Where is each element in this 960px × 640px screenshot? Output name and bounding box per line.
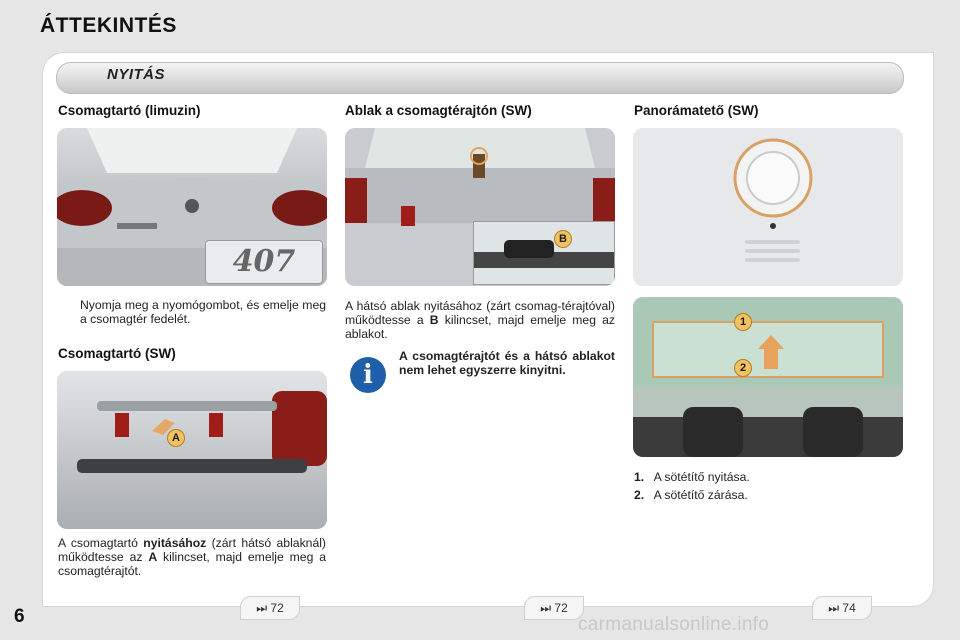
list-item [634,488,748,502]
list-item-number: 2. [634,488,645,502]
note-text: A csomagtérajtót és a hátsó ablakot nem lehet egyszerre kinyitni. [399,349,615,377]
photo-trunk-sw [57,371,327,529]
text-sw-trunk-letter: A [148,550,158,564]
ref-icon: ⏭ [540,601,552,615]
ref-icon: ⏭ [256,601,268,615]
callout-1: 1 [734,313,752,331]
text-rear-window-letter: B [429,313,439,327]
list-item [634,470,750,484]
text-sw-trunk-bold: nyitásához [143,536,207,550]
text-sw-trunk [58,536,326,578]
page-ref-link-74[interactable] [812,596,872,620]
bullet-text-limuzin: Nyomja meg a nyomógombot, és emelje meg a csomagtér fedelét. [80,298,326,326]
page-number: 6 [14,606,25,627]
list-item-number: 1. [634,470,645,484]
page-ref-link-72-a[interactable] [240,596,300,620]
page-ref-number: 72 [270,601,284,615]
text-rear-window [345,299,615,341]
handle-inset [473,221,615,285]
page-ref-link-72-b[interactable] [524,596,584,620]
text-sw-trunk-mid: (zárt hátsó ablaknál) működtesse az [58,536,326,564]
callout-b: B [554,230,572,248]
watermark: carmanualsonline.info [578,614,770,635]
page-ref-number: 72 [554,601,568,615]
badge-407-inset: 407 [205,240,323,284]
heading-limuzin: Csomagtartó (limuzin) [58,103,201,118]
heading-sw-trunk: Csomagtartó (SW) [58,346,176,361]
page-title: ÁTTEKINTÉS [40,14,177,37]
callout-a: A [167,429,185,447]
heading-rear-window: Ablak a csomagtérajtón (SW) [345,103,532,118]
photo-rear-window [345,128,615,286]
text-sw-trunk-post: kilincset, majd emelje meg a csomagtérajtót. [58,550,327,578]
page-ref-number: 74 [842,601,856,615]
list-item-text: A sötétítő zárása. [653,488,748,502]
callout-2: 2 [734,359,752,377]
text-rear-window-post: kilincset, majd emelje meg az ablakot. [345,313,615,341]
photo-roof-control [633,128,903,286]
text-sw-trunk-pre: A csomagtartó [58,536,144,550]
section-banner-label: NYITÁS [107,66,166,83]
list-item-text: A sötétítő nyitása. [653,470,750,484]
photo-roof-interior [633,297,903,457]
photo-trunk-limuzin [57,128,327,286]
info-icon: i [350,357,386,393]
ref-icon: ⏭ [828,601,840,615]
heading-panoramic-roof: Panorámatető (SW) [634,103,759,118]
text-rear-window-pre: A hátsó ablak nyitásához (zárt csomag-térajtóval) működtesse a [345,299,615,327]
section-banner [56,62,904,94]
